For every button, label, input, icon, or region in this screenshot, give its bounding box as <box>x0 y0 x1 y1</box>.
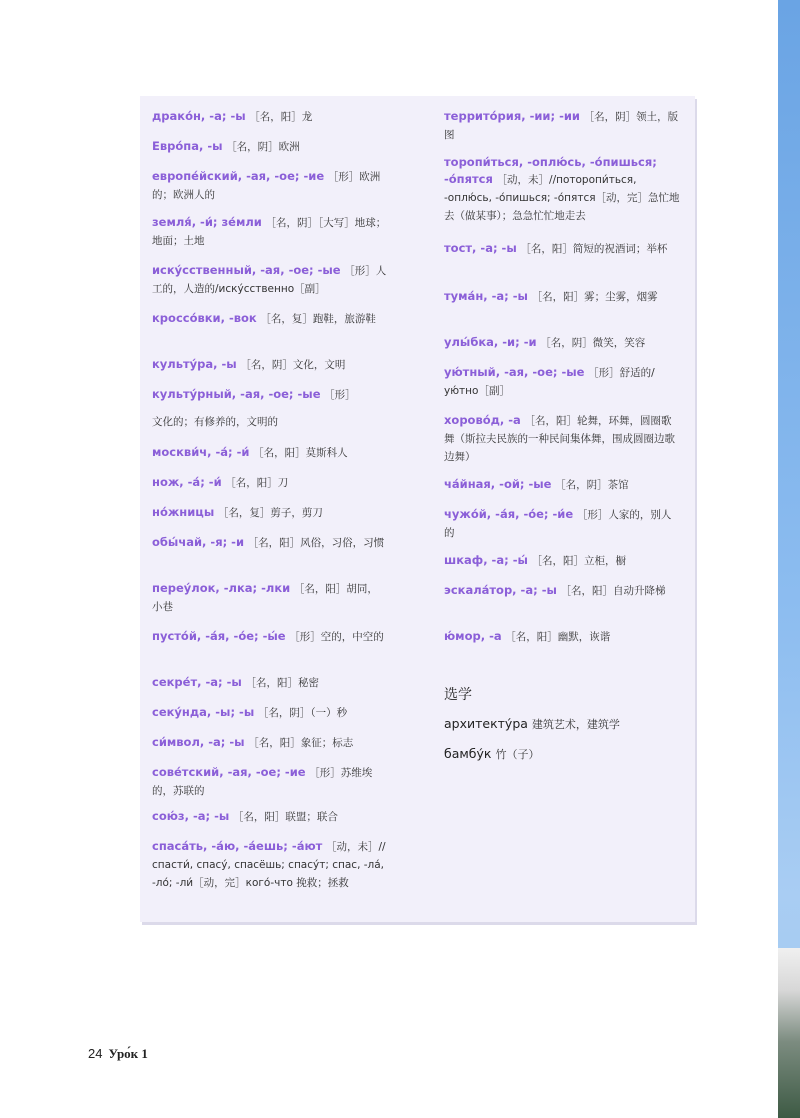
vocab-entry <box>152 580 388 616</box>
entry-gloss: ［形］欧洲的；欧洲人的 <box>152 171 381 201</box>
vocab-entry <box>152 310 388 328</box>
entry-word: пусто́й, -а́я, -о́е; -ы́е <box>152 629 286 643</box>
entry-gloss: ［形］ <box>324 389 356 401</box>
entry-gloss: ［名，阳］自动升降梯 <box>560 585 666 597</box>
entry-gloss: ［名，复］跑鞋，旅游鞋 <box>260 313 376 325</box>
vocab-entry <box>152 444 388 462</box>
vocab-entry <box>152 674 388 692</box>
entry-word: спаса́ть, -а́ю, -а́ешь; -а́ют <box>152 839 323 853</box>
vocab-entry <box>152 504 388 522</box>
vocab-entry <box>152 262 388 298</box>
entry-word: террито́рия, -ии; -ии <box>444 109 580 123</box>
entry-gloss: 建筑艺术，建筑学 <box>531 718 620 731</box>
vocab-entry <box>152 474 388 492</box>
vocab-entry <box>152 808 388 826</box>
vocab-entry <box>444 288 680 306</box>
entry-gloss: ［名，阳］简短的祝酒词；举杯 <box>520 243 668 255</box>
entry-word: улы́бка, -и; -и <box>444 335 537 349</box>
entry-gloss: ［名，阴］文化，文明 <box>240 359 346 371</box>
entry-word: обы́чай, -я; -и <box>152 535 245 549</box>
entry-word: европе́йский, -ая, -ое; -ие <box>152 169 325 183</box>
entry-word: тост, -а; -ы <box>444 241 517 255</box>
entry-gloss: ［名，复］剪子，剪刀 <box>217 507 323 519</box>
entry-gloss: ［名，阳］莫斯科人 <box>253 447 348 459</box>
vocab-entry <box>444 364 680 400</box>
entry-gloss: 文化的；有修养的，文明的 <box>152 416 278 428</box>
entry-gloss: ［名，阴］微笑，笑容 <box>540 337 646 349</box>
vocab-entry <box>152 764 388 800</box>
entry-word: бамбу́к <box>444 746 492 761</box>
entry-gloss: ［名，阴］茶馆 <box>555 479 629 491</box>
vocab-entry <box>444 628 680 646</box>
entry-gloss: ［名，阳］龙 <box>249 111 313 123</box>
entry-gloss: ［名，阳］胡同，小巷 <box>152 583 378 613</box>
vocab-entry <box>152 168 388 204</box>
entry-word: культу́ра, -ы <box>152 357 237 371</box>
entry-gloss: ［名，阳］风俗，习俗，习惯 <box>247 537 385 549</box>
optional-entry <box>444 746 539 762</box>
entry-gloss: ［形］人家的，别人的 <box>444 509 672 539</box>
entry-word: нож, -а́; -и́ <box>152 475 222 489</box>
entry-gloss: 竹（子） <box>495 748 540 761</box>
entry-word: чужо́й, -а́я, -о́е; -и́е <box>444 507 574 521</box>
page-edge-photo <box>778 948 800 1118</box>
vocab-entry <box>152 534 388 552</box>
vocab-entry <box>152 356 388 374</box>
vocab-entry <box>152 108 388 126</box>
entry-word: секу́нда, -ы; -ы <box>152 705 255 719</box>
entry-gloss: ［动，未］//поторопи́ться, -оплю́сь, -о́пишься; -о́пятся［动，完］急忙地去（做某事）；急急忙忙地走去 <box>444 174 680 222</box>
entry-word: иску́сственный, -ая, -ое; -ые <box>152 263 341 277</box>
entry-gloss: ［形］人工的，人造的/иску́сственно［副］ <box>152 265 387 295</box>
entry-word: Евро́па, -ы <box>152 139 223 153</box>
entry-word: торопи́ться, -оплю́сь, -о́пишься; -о́пятся <box>444 155 657 186</box>
entry-word: переу́лок, -лка; -лки <box>152 581 291 595</box>
entry-word: культу́рный, -ая, -ое; -ые <box>152 387 321 401</box>
entry-word: драко́н, -а; -ы <box>152 109 246 123</box>
vocab-entry <box>152 413 388 431</box>
entry-gloss: ［名，阴］［大写］地球；地面；土地 <box>152 217 387 247</box>
entry-word: ю́мор, -а <box>444 629 502 643</box>
entry-word: хорово́д, -а <box>444 413 521 427</box>
vocab-entry <box>152 734 388 752</box>
vocab-entry <box>444 476 680 494</box>
entry-word: тума́н, -а; -ы <box>444 289 528 303</box>
entry-gloss: ［形］空的，中空的 <box>289 631 384 643</box>
vocab-entry <box>444 582 680 600</box>
entry-word: ую́тный, -ая, -ое; -ые <box>444 365 585 379</box>
entry-word: шкаф, -а; -ы́ <box>444 553 528 567</box>
page-footer <box>88 1046 148 1062</box>
vocab-entry <box>444 412 680 466</box>
entry-gloss: ［名，阳］刀 <box>225 477 289 489</box>
entry-word: сою́з, -а; -ы <box>152 809 230 823</box>
entry-gloss: ［名，阳］象征；标志 <box>248 737 354 749</box>
entry-gloss: ［名，阳］联盟；联合 <box>232 811 338 823</box>
entry-gloss: ［名，阴］（一）秒 <box>257 707 348 719</box>
lesson-label: Уро́к 1 <box>108 1046 148 1061</box>
entry-gloss: ［名，阴］领土，版图 <box>444 111 679 141</box>
entry-gloss: ［名，阴］欧洲 <box>226 141 300 153</box>
entry-gloss: ［名，阳］轮舞，环舞，圆圈歌舞（斯拉夫民族的一种民间集体舞，围成圆圈边歌边舞） <box>444 415 675 463</box>
entry-word: секре́т, -а; -ы <box>152 675 242 689</box>
entry-word: земля́, -и́; зе́мли <box>152 215 262 229</box>
vocab-entry <box>152 138 388 156</box>
entry-word: кроссо́вки, -вок <box>152 311 257 325</box>
entry-word: эскала́тор, -а; -ы <box>444 583 557 597</box>
entry-gloss: ［名，阳］立柜，橱 <box>531 555 627 567</box>
entry-gloss: ［形］苏维埃的，苏联的 <box>152 767 373 797</box>
vocab-entry <box>444 506 680 542</box>
entry-word: но́жницы <box>152 505 215 519</box>
vocab-entry <box>444 334 680 352</box>
entry-word: сове́тский, -ая, -ое; -ие <box>152 765 306 779</box>
vocab-entry <box>152 704 388 722</box>
entry-gloss: ［名，阳］雾；尘雾，烟雾 <box>531 291 658 303</box>
entry-word: архитекту́ра <box>444 716 528 731</box>
vocab-entry <box>444 240 680 258</box>
entry-gloss: ［名，阳］秘密 <box>245 677 319 689</box>
entry-gloss: ［形］舒适的/ую́тно［副］ <box>444 367 655 397</box>
entry-gloss: ［动，未］//спасти́, спасу́, спасёшь; спасу́т; спас, -ла́, -ло́; -ли́［动，完］кого́-что 挽救；拯救 <box>152 841 386 889</box>
vocab-entry <box>152 838 388 892</box>
entry-word: си́мвол, -а; -ы <box>152 735 245 749</box>
entry-gloss: ［名，阳］幽默，诙谐 <box>505 631 611 643</box>
vocab-entry <box>444 552 680 570</box>
entry-word: москви́ч, -а́; -и́ <box>152 445 250 459</box>
vocab-entry <box>152 214 388 250</box>
entry-word: ча́йная, -ой; -ые <box>444 477 552 491</box>
vocab-entry <box>152 628 388 646</box>
vocab-entry <box>444 154 680 225</box>
vocab-entry <box>152 386 388 404</box>
vocab-entry <box>444 108 680 144</box>
optional-section-title: 选学 <box>444 687 472 703</box>
page-number: 24 <box>88 1046 103 1061</box>
optional-entry <box>444 716 620 732</box>
